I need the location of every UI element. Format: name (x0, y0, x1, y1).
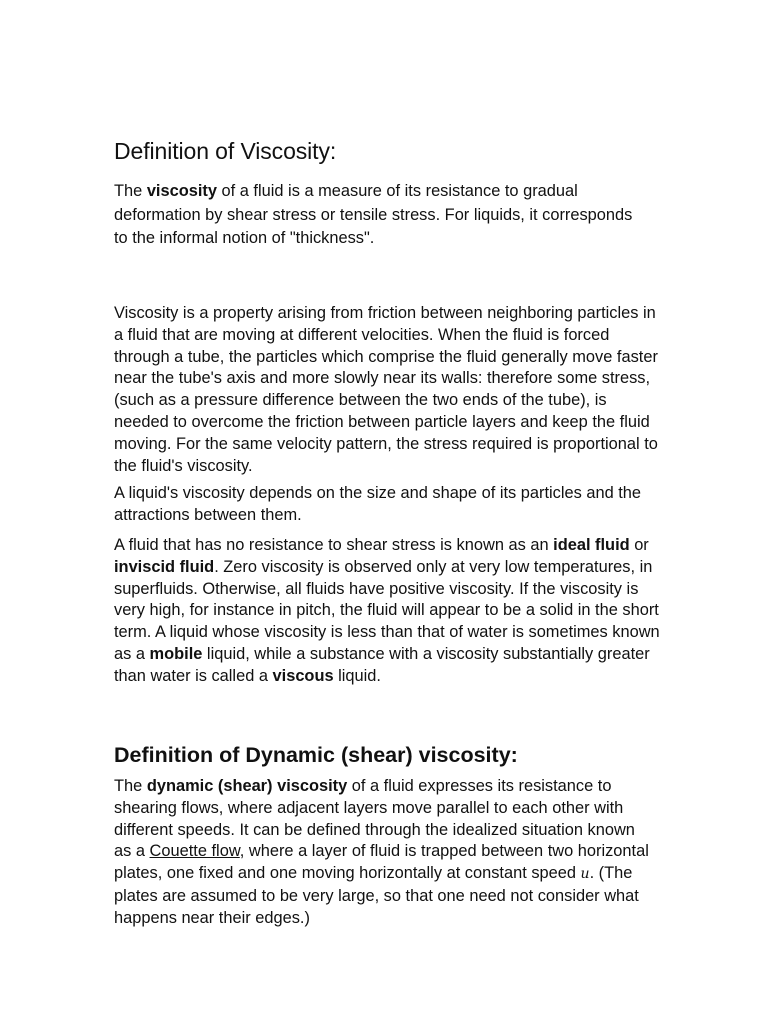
bold-term-ideal-fluid: ideal fluid (553, 536, 630, 554)
bold-term-inviscid-fluid: inviscid fluid (114, 557, 215, 576)
heading-definition-of-viscosity: Definition of Viscosity: (114, 138, 337, 164)
text-run: The (114, 182, 147, 200)
text-run: or (629, 536, 649, 554)
text-run: . (The plates are assumed to be very large, so that one need not consider what happens near their edges.) (114, 864, 639, 927)
bold-term-dynamic-shear-viscosity: dynamic (shear) viscosity (146, 777, 348, 795)
text-run: of a fluid expresses its resistance to shearing flows, where adjacent layers move parallel to each other with different speeds. It can be defined through the idealized situation known as a (114, 777, 635, 861)
bold-term-viscosity: viscosity (146, 182, 217, 200)
text-run: . Zero viscosity is observed only at very low temperatures, in superfluids. Otherwise, all fluids have positive viscosity. If the viscosity is very high, for instance in pitch, the fluid will appear to be a solid in the short term. A liquid whose viscosity is less than that of water is sometimes known as a (114, 557, 660, 663)
text-run: liquid. (333, 666, 381, 685)
heading-dynamic-shear-viscosity: Definition of Dynamic (shear) viscosity: (114, 743, 518, 767)
text-run: of a fluid is a measure of its resistance to gradual deformation by shear stress or tensile stress. For liquids, it corresponds to the informal notion of "thickness". (114, 182, 633, 247)
paragraph-liquid-viscosity: A liquid's viscosity depends on the size and shape of its particles and the attractions between them. (114, 484, 642, 524)
text-run: liquid, while a substance with a viscosity substantially greater than water is called a (114, 644, 650, 685)
text-run: A fluid that has no resistance to shear stress is known as an (114, 536, 554, 554)
paragraph-ideal-fluid (114, 535, 662, 688)
math-variable-u: u (580, 866, 590, 883)
bold-term-mobile: mobile (149, 644, 203, 663)
paragraph-viscosity-definition (114, 180, 634, 251)
couette-flow-link[interactable]: Couette flow (149, 842, 240, 861)
bold-term-viscous: viscous (272, 666, 334, 685)
paragraph-viscosity-friction: Viscosity is a property arising from friction between neighboring particles in a fluid that are moving at different velocities. When the fluid is forced through a tube, the particles which comprise the fluid generally move faster near the tube's axis and more slowly near its walls: therefore some stress, (such as a pressure difference between the two ends of the tube), is needed to overcome the friction between particle layers and keep the fluid moving. For the same velocity pattern, the stress required is proportional to the fluid's viscosity. (114, 304, 658, 475)
text-run: , where a layer of fluid is trapped between two horizontal plates, one fixed and one moving horizontally at constant speed (114, 842, 649, 883)
text-run: The (114, 777, 147, 795)
paragraph-dynamic-viscosity (114, 776, 654, 930)
